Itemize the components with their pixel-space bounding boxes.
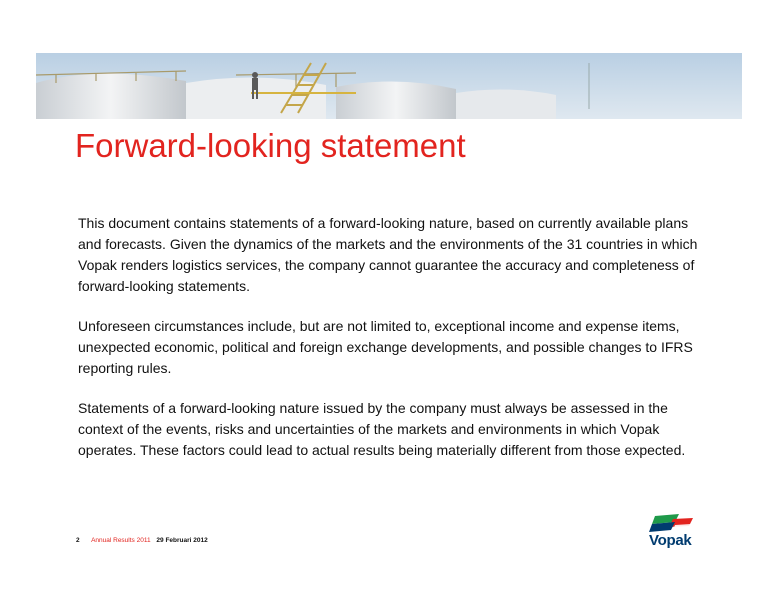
footer-report-name: Annual Results 2011 (91, 537, 151, 544)
footer-date: 29 Februari 2012 (156, 537, 208, 544)
slide-title: Forward-looking statement (75, 127, 466, 164)
paragraph-circumstances: Unforeseen circumstances include, but are not limited to, exceptional income and expense items, unexpected economic, political and foreign exchange developments, and possible changes to IFRS reporting rules. (78, 318, 693, 376)
vopak-logo (649, 513, 699, 551)
header-banner-image (36, 53, 742, 119)
page-number: 2 (76, 537, 80, 544)
statement-body (78, 213, 698, 480)
paragraph-assessment: Statements of a forward-looking nature issued by the company must always be assessed in the context of the events, risks and uncertainties of the markets and environments in which Vopak operates. These factors could lead to actual results being materially different from those expected. (78, 400, 686, 458)
vopak-flag-logo-icon (649, 513, 699, 533)
vopak-wordmark: Vopak (649, 532, 692, 549)
slide-footer (76, 537, 208, 544)
paragraph-forecasts: This document contains statements of a forward-looking nature, based on currently available plans and forecasts. Given the dynamics of the markets and the environments of the 31 countries in which Vopak renders logistics services, the company cannot guarantee the accuracy and completeness of forward-looking statements. (78, 215, 698, 294)
